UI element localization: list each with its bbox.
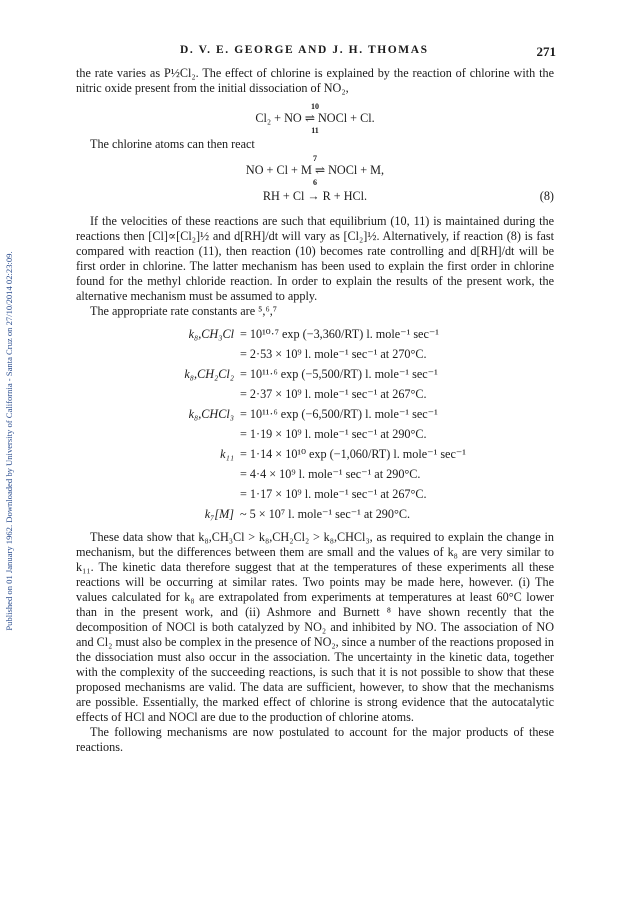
rate-constants-block — [76, 324, 554, 524]
paragraph-mechanisms: The following mechanisms are now postulated to account for the major products of these reactions. — [76, 725, 554, 754]
rate-lhs: k₈,CH₂Cl₂ — [184, 366, 234, 381]
lead-text: The chlorine atoms can then react — [90, 137, 255, 151]
rate-rhs: = 1·19 × 10⁹ l. mole⁻¹ sec⁻¹ at 290°C. — [240, 426, 427, 441]
rate-rhs: = 10¹¹·⁶ exp (−6,500/RT) l. mole⁻¹ sec⁻¹ — [240, 406, 438, 421]
rate-rhs: ~ 5 × 10⁷ l. mole⁻¹ sec⁻¹ at 290°C. — [240, 506, 411, 521]
rates-intro: The appropriate rate constants are ⁵,⁶,⁷ — [90, 304, 278, 318]
publication-side-note — [2, 96, 16, 786]
rate-rhs: = 4·4 × 10⁹ l. mole⁻¹ sec⁻¹ at 290°C. — [240, 466, 421, 481]
equation-number-top: 10 — [311, 102, 319, 111]
equation-text: Cl₂ + NO ⇌ NOCl + Cl. — [255, 111, 375, 125]
rate-lhs: k₈,CHCl₃ — [188, 406, 234, 421]
paragraph-discussion: These data show that k₈,CH₃Cl > k₈,CH₂Cl₂ > k₈,CHCl₃, as required to explain the change in mechanism, but the differences between them are small and the values of k₈ are very similar to k₁₁. The kinetic data therefore suggest that at the temperatures of these experiments all these reactions will be occurring at similar rates. Two points may be made here, however. (i) The values calculated for k₈ are extrapolated from experiments at temperatures at least 60°C lower than in the present work, and (ii) Ashmore and Burnett ⁸ have shown recently that the decomposition of NOCl is both catalyzed by NO₂ and inhibited by NO. The association of NO and Cl₂ must also be complex in the presence of NO₂, since a number of the reactions proposed in the dissociation must also occur in the association. The uncertainty in the kinetic data, together with the complexity of the succeeding reactions, is such that it is not possible to show that these proposed mechanisms are valid. The data are sufficient, however, to show that the mechanisms are possible. Essentially, the marked effect of chlorine is strong evidence that the autocatalytic effects of HCl and NOCl are due to the production of chlorine atoms. — [76, 530, 554, 724]
equation-8 — [76, 189, 554, 204]
rate-row — [76, 344, 554, 364]
rate-lhs: k₇[M] — [204, 506, 234, 521]
rate-lhs: k₁₁ — [220, 446, 234, 461]
rate-lhs: k₈,CH₃Cl — [188, 326, 234, 341]
rate-row — [76, 484, 554, 504]
rate-row — [76, 464, 554, 484]
rate-row — [76, 504, 554, 524]
rate-row — [76, 324, 554, 344]
rate-row — [76, 404, 554, 424]
rate-rhs: = 10¹⁰·⁷ exp (−3,360/RT) l. mole⁻¹ sec⁻¹ — [240, 326, 439, 341]
rate-row — [76, 444, 554, 464]
intro-paragraph: the rate varies as P½Cl₂. The effect of chlorine is explained by the reaction of chlorine with the nitric oxide present from the initial dissociation of NO₂, — [76, 66, 554, 95]
equation-text: NO + Cl + M ⇌ NOCl + M, — [245, 163, 385, 177]
equation-text: RH + Cl → R + HCl. — [262, 189, 368, 203]
equation-number-bottom: 6 — [313, 178, 317, 187]
equation-label: (8) — [539, 189, 554, 203]
equation-10-11 — [76, 102, 554, 135]
equation-7-6 — [76, 154, 554, 187]
equation-number-bottom: 11 — [311, 126, 319, 135]
side-note-text: Published on 01 January 1962. Downloaded by University of California - Santa Cruz on 27/10/2014 02:23:09. — [4, 251, 14, 631]
rate-rhs: = 10¹¹·⁶ exp (−5,500/RT) l. mole⁻¹ sec⁻¹ — [240, 366, 438, 381]
running-head-authors: D. V. E. GEORGE AND J. H. THOMAS — [180, 44, 429, 56]
rate-row — [76, 424, 554, 444]
rate-rhs: = 1·17 × 10⁹ l. mole⁻¹ sec⁻¹ at 267°C. — [240, 486, 427, 501]
rate-row — [76, 384, 554, 404]
paragraph-equilibrium: If the velocities of these reactions are such that equilibrium (10, 11) is maintained during the reactions then [Cl]∝[Cl₂]½ and d[RH]/dt will vary as [Cl₂]½. Alternatively, if reaction (8) is fast compared with reaction (11), then reaction (10) becomes rate controlling and d[RH]/dt will be first order in chlorine. The latter mechanism has been used to explain the first order in chlorine found for the methyl chloride reaction. In order to explain the results of the present work, the alternative mechanism must be assumed to apply. — [76, 214, 554, 303]
rate-rhs: = 2·37 × 10⁹ l. mole⁻¹ sec⁻¹ at 267°C. — [240, 386, 427, 401]
rate-rhs: = 1·14 × 10¹⁰ exp (−1,060/RT) l. mole⁻¹ sec⁻¹ — [240, 446, 466, 461]
page-body — [76, 66, 554, 755]
page-number: 271 — [536, 44, 556, 59]
rate-rhs: = 2·53 × 10⁹ l. mole⁻¹ sec⁻¹ at 270°C. — [240, 346, 427, 361]
equation-number-top: 7 — [313, 154, 317, 163]
rate-row — [76, 364, 554, 384]
